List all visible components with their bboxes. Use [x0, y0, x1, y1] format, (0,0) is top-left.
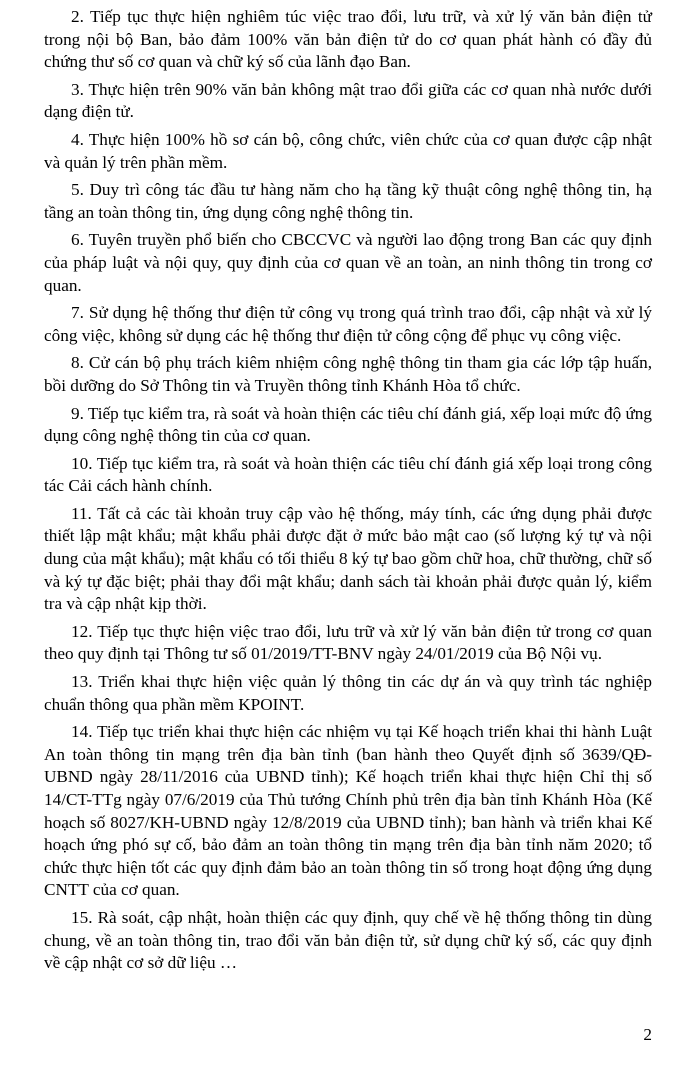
paragraph-item-6: 6. Tuyên truyền phổ biến cho CBCCVC và người lao động trong Ban các quy định của pháp luật và nội quy, quy định của cơ quan về an toàn, an ninh thông tin trong cơ quan. — [44, 230, 652, 295]
paragraph-item-13: 13. Triển khai thực hiện việc quản lý thông tin các dự án và quy trình tác nghiệp chuẩn thông qua phần mềm KPOINT. — [44, 672, 652, 714]
paragraph-item-3: 3. Thực hiện trên 90% văn bản không mật trao đổi giữa các cơ quan nhà nước dưới dạng điện tử. — [44, 79, 652, 122]
paragraph-item-15: 15. Rà soát, cập nhật, hoàn thiện các quy định, quy chế về hệ thống thông tin dùng chung, về an toàn thông tin, trao đổi văn bản điện tử, sử dụng chữ ký số, các quy định về cập nhật cơ sở dữ liệu … — [44, 907, 652, 973]
paragraph-item-14: 14. Tiếp tục triển khai thực hiện các nhiệm vụ tại Kế hoạch triển khai thi hành Luật An toàn thông tin mạng trên địa bàn tỉnh (ban hành theo Quyết định số 3639/QĐ-UBND ngày 28/11/2016 của UBND tỉnh); Kế hoạch triển khai thực hiện Chỉ thị số 14/CT-TTg ngày 07/6/2019 của Thủ tướng Chính phủ trên địa bàn tỉnh Khánh Hòa (Kế hoạch số 8027/KH-UBND ngày 12/8/2019 của UBND tỉnh); ban hành và triển khai Kế hoạch ứng phó sự cố, bảo đảm an toàn thông tin mạng trên địa bàn tỉnh năm 2020; tổ chức thực hiện tốt các quy định đảm bảo an toàn thông tin số trong hoạt động ứng dụng CNTT của cơ quan. — [44, 722, 652, 900]
paragraph-item-4: 4. Thực hiện 100% hồ sơ cán bộ, công chức, viên chức của cơ quan được cập nhật và quản lý trên phần mềm. — [44, 129, 652, 172]
paragraph-item-8: 8. Cử cán bộ phụ trách kiêm nhiệm công nghệ thông tin tham gia các lớp tập huấn, bồi dưỡng do Sở Thông tin và Truyền thông tỉnh Khánh Hòa tổ chức. — [44, 353, 652, 395]
paragraph-item-2: 2. Tiếp tục thực hiện nghiêm túc việc trao đổi, lưu trữ, và xử lý văn bản điện tử trong nội bộ Ban, bảo đảm 100% văn bản điện tử do cơ quan phát hành có đầy đủ chứng thư số cơ quan và chữ ký số của lãnh đạo Ban. — [44, 7, 652, 72]
paragraph-item-12: 12. Tiếp tục thực hiện việc trao đổi, lưu trữ và xử lý văn bản điện tử trong cơ quan theo quy định tại Thông tư số 01/2019/TT-BNV ngày 24/01/2019 của Bộ Nội vụ. — [44, 621, 652, 664]
page-number: 2 — [643, 1025, 652, 1044]
paragraph-item-5: 5. Duy trì công tác đầu tư hàng năm cho hạ tầng kỹ thuật công nghệ thông tin, hạ tầng an toàn thông tin, ứng dụng công nghệ thông tin. — [44, 180, 652, 222]
document-body — [44, 6, 652, 980]
paragraph-item-7: 7. Sử dụng hệ thống thư điện tử công vụ trong quá trình trao đổi, cập nhật và xử lý công việc, không sử dụng các hệ thống thư điện tử công cộng để phục vụ công việc. — [44, 303, 652, 345]
paragraph-item-10: 10. Tiếp tục kiểm tra, rà soát và hoàn thiện các tiêu chí đánh giá xếp loại trong công tác Cải cách hành chính. — [44, 453, 652, 496]
paragraph-item-11: 11. Tất cả các tài khoản truy cập vào hệ thống, máy tính, các ứng dụng phải được thiết lập mật khẩu; mật khẩu phải được đặt ở mức bảo mật cao (số lượng ký tự và nội dung của mật khẩu); mật khẩu có tối thiểu 8 ký tự bao gồm chữ hoa, chữ thường, chữ số và ký tự đặc biệt; phải thay đổi mật khẩu; danh sách tài khoản phải được quản lý, kiểm tra và cập nhật kịp thời. — [44, 503, 652, 614]
paragraph-item-9: 9. Tiếp tục kiểm tra, rà soát và hoàn thiện các tiêu chí đánh giá, xếp loại mức độ ứng dụng công nghệ thông tin của cơ quan. — [44, 403, 652, 446]
